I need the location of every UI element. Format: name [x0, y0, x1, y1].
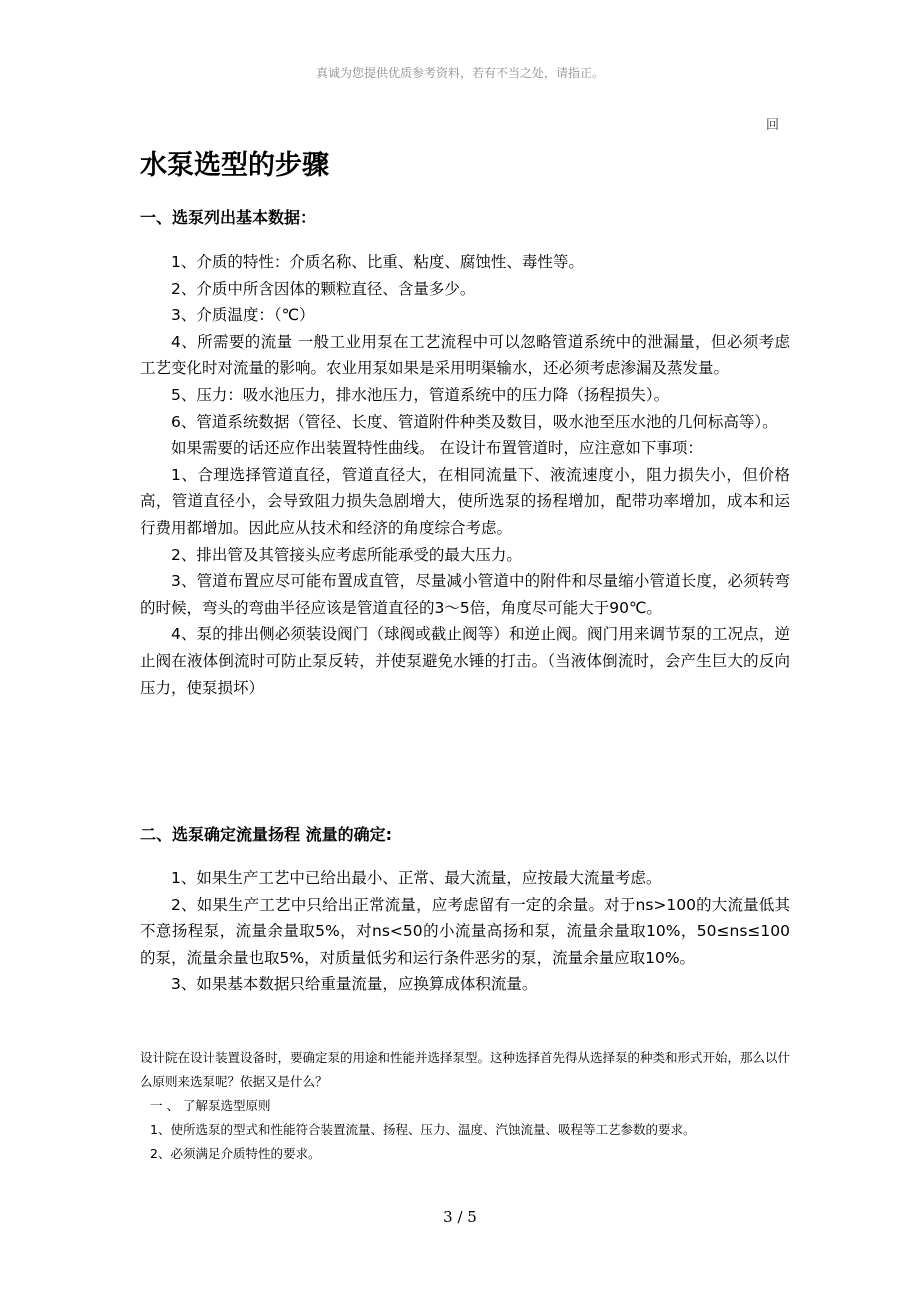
corner-mark: 回: [766, 118, 780, 133]
paragraph: 1、介质的特性：介质名称、比重、粘度、腐蚀性、毒性等。: [171, 253, 584, 271]
small-text-block: [140, 1046, 790, 1166]
paragraph: 3、管道布置应尽可能布置成直管，尽量减小管道中的附件和尽量缩小管道长度，必须转弯的时候，弯头的弯曲半径应该是管道直径的3～5倍，角度尽可能大于90℃。: [140, 572, 790, 617]
paragraph: 4、泵的排出侧必须装设阀门（球阀或截止阀等）和逆止阀。阀门用来调节泵的工况点，逆止阀在液体倒流时可防止泵反转，并使泵避免水锤的打击。（当液体倒流时，会产生巨大的反向压力，使泵损坏）: [140, 625, 790, 697]
paragraph: 4、所需要的流量 一般工业用泵在工艺流程中可以忽略管道系统中的泄漏量，但必须考虑工艺变化时对流量的影响。农业用泵如果是采用明渠输水，还必须考虑渗漏及蒸发量。: [140, 332, 790, 378]
paragraph: 2、介质中所含因体的颗粒直径、含量多少。: [171, 279, 476, 298]
sub-heading: 一 、 了解泵选型原则: [150, 1098, 271, 1113]
list-item: 2、必须满足介质特性的要求。: [150, 1146, 321, 1161]
intro-paragraph: 设计院在设计装置设备时，要确定泵的用途和性能并选择泵型。这种选择首先得从选择泵的种类和形式开始，那么以什么原则来选泵呢？依据又是什么？: [140, 1050, 791, 1089]
page-number: 3 / 5: [443, 1208, 477, 1226]
paragraph: 2、如果生产工艺中只给出正常流量，应考虑留有一定的余量。对于ns>100的大流量低其不意扬程泵，流量余量取5%，对ns<50的小流量高扬和泵，流量余量取10%，50≤ns≤100的泵，流量余量也取5%，对质量低劣和运行条件恶劣的泵，流量余量应取10%。: [140, 895, 790, 967]
paragraph: 3、如果基本数据只给重量流量，应换算成体积流量。: [171, 975, 538, 994]
section-1-body: [140, 249, 790, 701]
section-1-heading: 一、选泵列出基本数据：: [140, 208, 317, 227]
paragraph: 1、如果生产工艺中已给出最小、正常、最大流量，应按最大流量考虑。: [171, 869, 662, 887]
paragraph: 2、排出管及其管接头应考虑所能承受的最大压力。: [171, 545, 522, 564]
page-title: 水泵选型的步骤: [140, 150, 329, 181]
header-note: 真诚为您提供优质参考资料，若有不当之处，请指正。: [315, 66, 604, 80]
paragraph: 1、合理选择管道直径，管道直径大，在相同流量下、液流速度小，阻力损失小，但价格高，管道直径小，会导致阻力损失急剧增大，使所选泵的扬程增加，配带功率增加，成本和运行费用都增加。因此应从技术和经济的角度综合考虑。: [140, 465, 790, 537]
paragraph: 6、管道系统数据（管径、长度、管道附件种类及数目，吸水池至压水池的几何标高等）。: [171, 412, 778, 431]
paragraph: 5、压力：吸水池压力，排水池压力，管道系统中的压力降（扬程损失）。: [171, 385, 670, 404]
list-item: 1、使所选泵的型式和性能符合装置流量、扬程、压力、温度、汽蚀流量、吸程等工艺参数的要求。: [150, 1122, 696, 1137]
paragraph: 如果需要的话还应作出装置特性曲线。 在设计布置管道时，应注意如下事项：: [171, 439, 703, 458]
section-2-body: [140, 865, 790, 998]
section-2-heading: 二、选泵确定流量扬程 流量的确定:: [140, 825, 392, 844]
paragraph: 3、介质温度：（℃）: [171, 306, 315, 325]
